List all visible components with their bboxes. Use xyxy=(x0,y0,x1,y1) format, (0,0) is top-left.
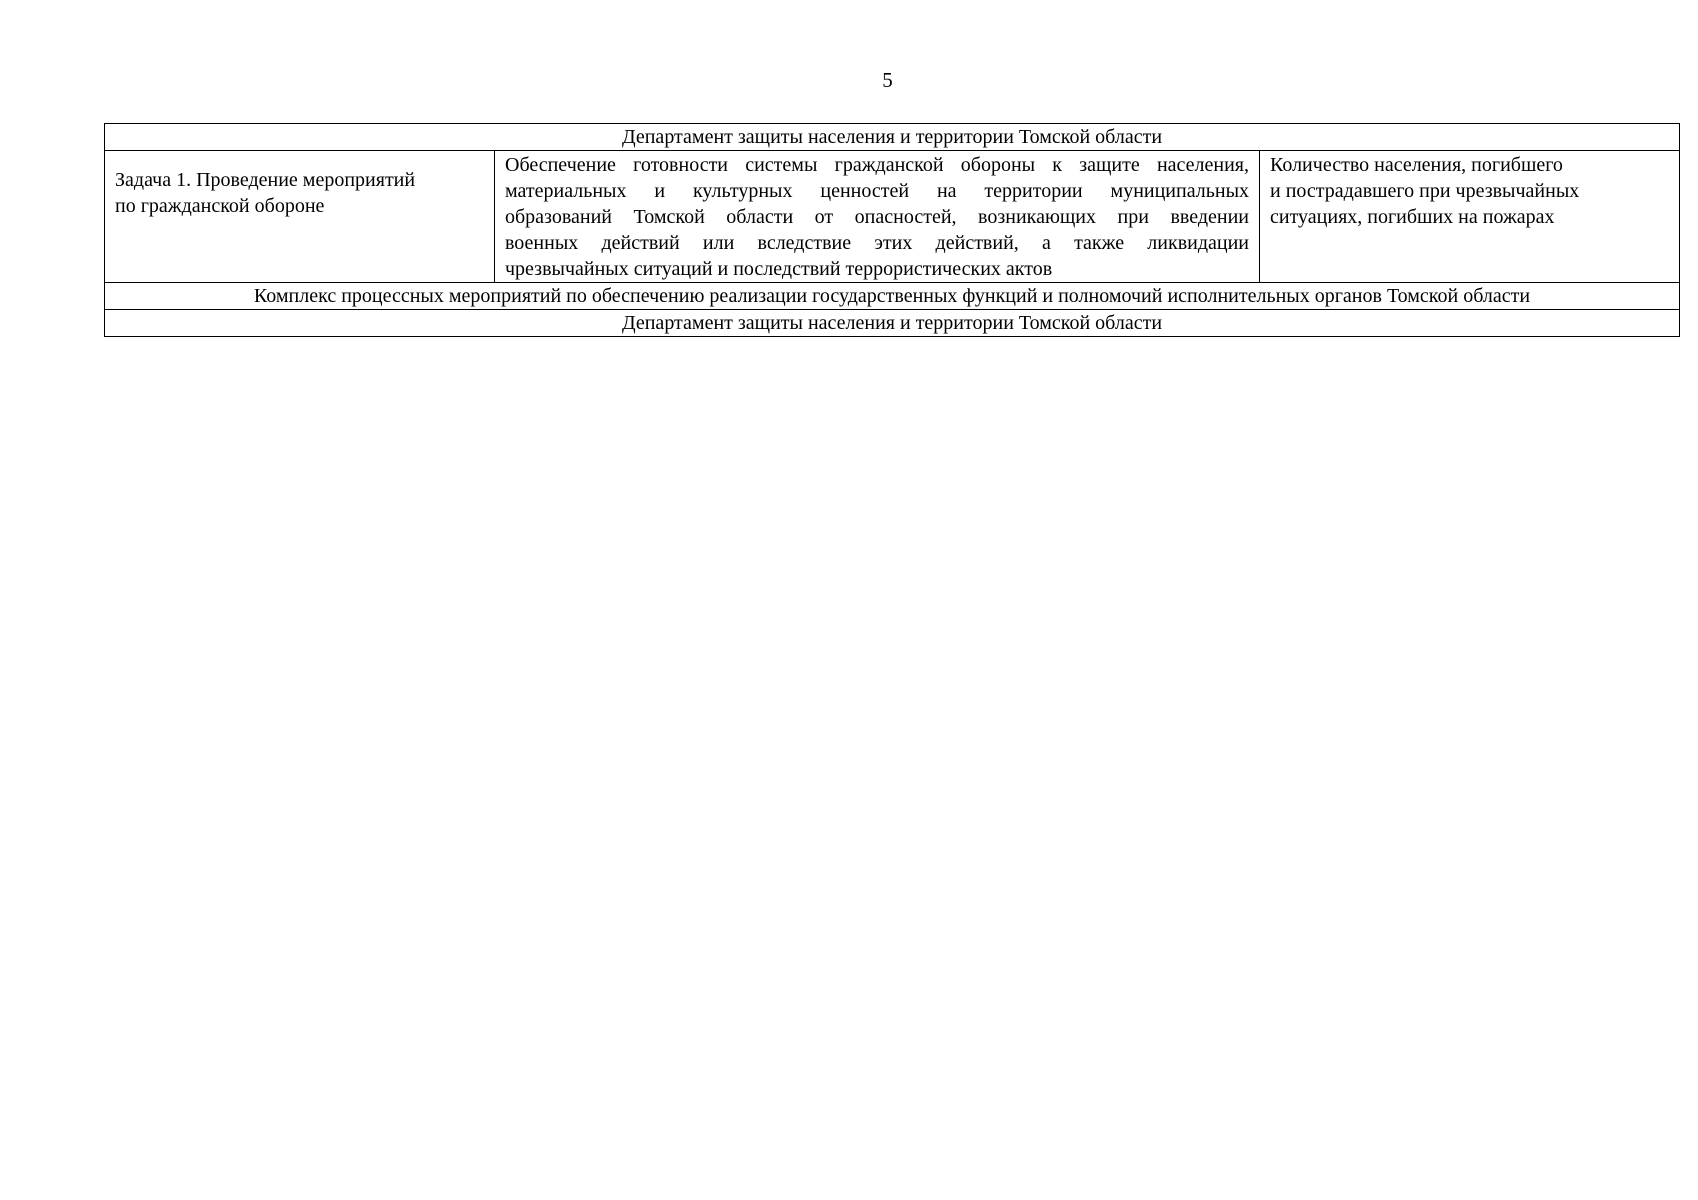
department-row xyxy=(105,310,1680,337)
program-table xyxy=(104,123,1680,337)
indicator-cell xyxy=(1260,151,1680,283)
task-line: Задача 1. Проведение мероприятий xyxy=(115,169,416,191)
complex-header-cell: Комплекс процессных мероприятий по обеспечению реализации государственных функций и полномочий исполнительных органов Томской области xyxy=(105,283,1680,310)
description-line: образований Томской области от опасностей, возникающих при введении xyxy=(505,206,1249,228)
description-line: Обеспечение готовности системы гражданской обороны к защите населения, xyxy=(505,154,1249,176)
task-row xyxy=(105,151,1680,283)
task-line: по гражданской обороне xyxy=(115,195,325,217)
department-header-cell: Департамент защиты населения и территории Томской области xyxy=(105,124,1680,151)
indicator-line: ситуациях, погибших на пожарах xyxy=(1270,206,1555,228)
description-line: военных действий или вследствие этих действий, а также ликвидации xyxy=(505,232,1249,254)
page-number: 5 xyxy=(882,68,893,92)
task-description-cell xyxy=(495,151,1260,283)
task-cell xyxy=(105,151,495,283)
indicator-line: Количество населения, погибшего xyxy=(1270,154,1563,176)
description-line: чрезвычайных ситуаций и последствий террористических актов xyxy=(505,258,1053,280)
department-row xyxy=(105,124,1680,151)
complex-row xyxy=(105,283,1680,310)
department-header-cell: Департамент защиты населения и территории Томской области xyxy=(105,310,1680,337)
indicator-line: и пострадавшего при чрезвычайных xyxy=(1270,180,1580,202)
description-line: материальных и культурных ценностей на территории муниципальных xyxy=(505,180,1249,202)
